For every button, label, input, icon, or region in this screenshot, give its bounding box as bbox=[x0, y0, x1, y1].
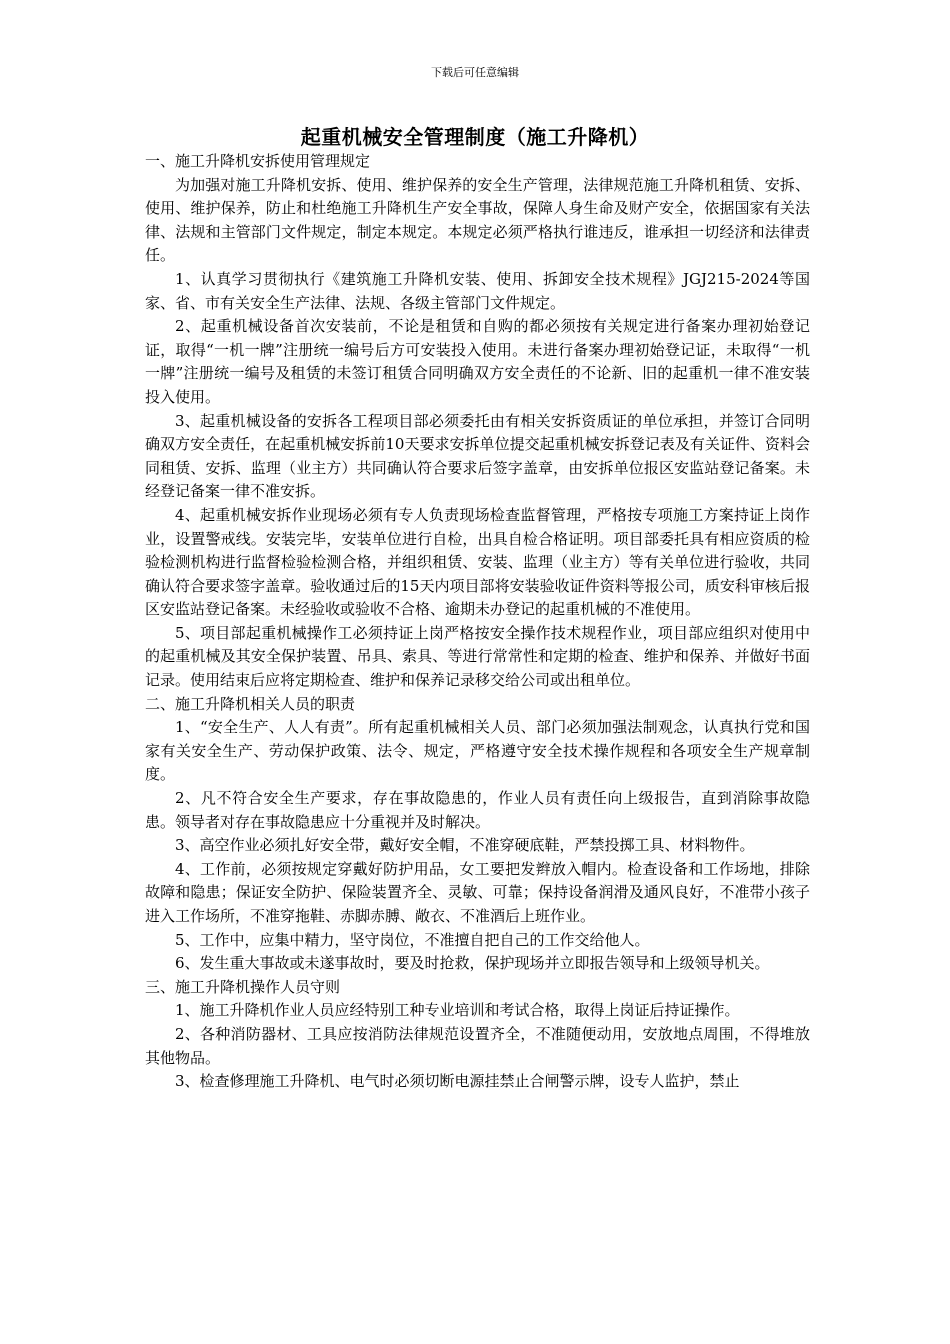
body-paragraph: 5、项目部起重机械操作工必须持证上岗严格按安全操作技术规程作业，项目部应组织对使用中的起重机械及其安全保护装置、吊具、索具、等进行常常性和定期的检查、维护和保养、并做好书面记录。使用结束后应将定期检查、维护和保养记录移交给公司或出租单位。 bbox=[145, 623, 810, 690]
body-paragraph: 2、各种消防器材、工具应按消防法律规范设置齐全，不准随便动用，安放地点周围，不得堆放其他物品。 bbox=[145, 1024, 810, 1067]
section-heading: 二、施工升降机相关人员的职责 bbox=[145, 694, 356, 713]
body-paragraph: 3、起重机械设备的安拆各工程项目部必须委托由有相关安拆资质证的单位承担，并签订合同明确双方安全责任，在起重机械安拆前10天要求安拆单位提交起重机械安拆登记表及有关证件、资料会同租赁、安拆、监理（业主方）共同确认符合要求后签字盖章，由安拆单位报区安监站登记备案。未经登记备案一律不准安拆。 bbox=[145, 411, 810, 501]
body-paragraph: 3、高空作业必须扎好安全带，戴好安全帽，不准穿硬底鞋，严禁投掷工具、材料物件。 bbox=[175, 836, 755, 855]
document-body bbox=[145, 150, 810, 1094]
body-paragraph: 4、起重机械安拆作业现场必须有专人负责现场检查监督管理，严格按专项施工方案持证上岗作业，设置警戒线。安装完毕，安装单位进行自检，出具自检合格证明。项目部委托具有相应资质的检验检测机构进行监督检验检测合格，并组织租赁、安装、监理（业主方）等有关单位进行验收，共同确认符合要求签字盖章。验收通过后的15天内项目部将安装验收证件资料等报公司，质安科审核后报区安监站登记备案。未经验收或验收不合格、逾期未办登记的起重机械的不准使用。 bbox=[145, 505, 810, 619]
section-heading: 三、施工升降机操作人员守则 bbox=[145, 977, 341, 996]
body-paragraph: 1、“安全生产、人人有责”。所有起重机械相关人员、部门必须加强法制观念，认真执行党和国家有关安全生产、劳动保护政策、法令、规定，严格遵守安全技术操作规程和各项安全生产规章制度。 bbox=[145, 718, 810, 784]
body-paragraph: 1、认真学习贯彻执行《建筑施工升降机安装、使用、拆卸安全技术规程》JGJ215-2024等国家、省、市有关安全生产法律、法规、各级主管部门文件规定。 bbox=[145, 269, 810, 312]
body-paragraph: 5、工作中，应集中精力，坚守岗位，不准擅自把自己的工作交给他人。 bbox=[175, 930, 650, 949]
body-paragraph: 2、起重机械设备首次安装前，不论是租赁和自购的都必须按有关规定进行备案办理初始登记证，取得“一机一牌”注册统一编号后方可安装投入使用。未进行备案办理初始登记证，未取得“一机一牌”注册统一编号及租赁的未签订租赁合同明确双方安全责任的不论新、旧的起重机一律不准安装投入使用。 bbox=[145, 317, 810, 406]
body-paragraph: 3、检查修理施工升降机、电气时必须切断电源挂禁止合闸警示牌，设专人监护，禁止 bbox=[175, 1072, 740, 1091]
section-heading: 一、施工升降机安拆使用管理规定 bbox=[145, 152, 371, 170]
body-paragraph: 2、凡不符合安全生产要求，存在事故隐患的，作业人员有责任向上级报告，直到消除事故隐患。领导者对存在事故隐患应十分重视并及时解决。 bbox=[145, 789, 810, 831]
body-paragraph: 为加强对施工升降机安拆、使用、维护保养的安全生产管理，法律规范施工升降机租赁、安拆、使用、维护保养，防止和杜绝施工升降机生产安全事故，保障人身生命及财产安全，依据国家有关法律、法规和主管部门文件规定，制定本规定。本规定必须严格执行谁违反，谁承担一切经济和法律责任。 bbox=[145, 175, 810, 265]
document-title: 起重机械安全管理制度（施工升降机） bbox=[300, 125, 650, 149]
body-paragraph: 1、施工升降机作业人员应经特别工种专业培训和考试合格，取得上岗证后持证操作。 bbox=[175, 1001, 740, 1020]
body-paragraph: 4、工作前，必须按规定穿戴好防护用品，女工要把发辫放入帽内。检查设备和工作场地，排除故障和隐患；保证安全防护、保险装置齐全、灵敏、可靠；保持设备润滑及通风良好，不准带小孩子进入工作场所，不准穿拖鞋、赤脚赤膊、敞衣、不准酒后上班作业。 bbox=[145, 859, 810, 925]
body-paragraph: 6、发生重大事故或未遂事故时，要及时抢救，保护现场并立即报告领导和上级领导机关。 bbox=[175, 954, 770, 973]
header-note: 下载后可任意编辑 bbox=[431, 66, 519, 79]
